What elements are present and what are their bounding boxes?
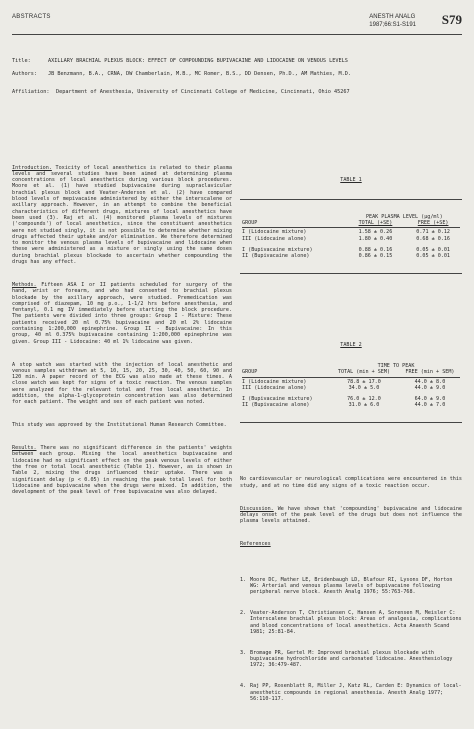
introduction-heading: Introduction. <box>12 164 52 171</box>
table-1-grid <box>240 214 462 260</box>
complications-paragraph: No cardiovascular or neurological complications were encountered in this study, and at no time did any signs of a toxic reaction occur. <box>240 476 466 489</box>
title-label: Title: <box>12 58 31 64</box>
discussion-paragraph <box>240 505 466 525</box>
methods-text: Fifteen ASA I or II patients scheduled for surgery of the hand, wrist or forearm, and who had consented to brachial plexus blockade by the axillary approach, were studied. Premedication was comprised of diazepam, 10 mg p.o., 1-1/2 hrs before anesthesia, and fentanyl, 0.1 mg IV immediately before starting the block procedure. The patients were divided into three groups: Group I - Mixture: These patients received 20 ml 0.75% bupivacaine and 20 ml 2% lidocaine containing 1:200,000 epinephrine. Group II - Bupivacaine: In this group, 40 ml 0.375% bupivacaine containing 1:200,000 epinephrine was given. Group III - Lidocaine: 40 ml 1% lidocaine was given. <box>12 281 236 345</box>
table-1 <box>240 165 462 288</box>
reference-item: 3. Bromage PR, Gertel M: Improved brachial plexus blockade with bupivacaine hydrochloride and carbonated lidocaine. Anesthesiology 1972; 36:479-487. <box>240 649 456 669</box>
affiliation-label: Affiliation: <box>12 89 50 95</box>
journal-citation: 1987;66:S1-S191 <box>369 22 416 28</box>
table-2-super-header: TIME TO PEAK <box>377 362 415 369</box>
table-2 <box>240 329 462 436</box>
journal-header <box>369 13 416 29</box>
table-row: III (Lidocaine alone) 1.80 ± 0.40 0.68 ± 0.16 <box>242 235 450 242</box>
methods-paragraph-2: A stop watch was started with the injection of local anesthetic and venous samples withdrawn at 5, 10, 15, 20, 25, 30, 40, 50, 60, 90 and 120 min. A paper record of the ECG was also made at these times. A close watch was kept for signs of a toxic reaction. The venous samples were analyzed for the relevant total and free local anesthetic. In addition, the alpha-1-glycoprotein concentration was also determined for each patient. The weight and sex of each patient was noted. <box>12 361 236 406</box>
table-row: II (Bupivacaine alone) 0.86 ± 0.15 0.05 ± 0.01 <box>242 253 450 260</box>
affiliation-row <box>12 89 350 96</box>
table-1-col-total: TOTAL (+SE) <box>358 219 393 226</box>
introduction-text: Toxicity of local anesthetics is related to their plasma levels and several studies have been aimed at determining plasma concentrations of local anesthetics during various block procedures. Moore et al. (1) have studied bupivacaine during supraclavicular brachial plexus block and Veater-Anderson et al. (2) have compared blood levels of mepivacaine administered by either the interscalene or axillary approach. However, in an attempt to combine the beneficial characteristics of different drugs, mixtures of local anesthetics have been used (3). Raj et al. (4) monitored plasma levels of mixtures ('compounds') of local anesthetics, since the constituent anesthetics were not studied singly, it is not possible to determine whether mixing drugs affected their uptake and/or elimination. We therefore determined to monitor the venous plasma levels of bupivacaine and lidocaine when these were administered as a mixture or singly using the same doses during brachial plexus blockade to ascertain whether compounding the drugs has any effect. <box>12 164 236 266</box>
title-row <box>12 58 348 65</box>
page-number: S79 <box>441 12 462 27</box>
header-rule <box>12 34 462 35</box>
reference-item: 2. Veater-Anderson T, Christiansen C, Hansen A, Sorensen M, Meisler C: Interscalene brachial plexus block: Areas of analgesia, complications and blood concentrations of local anesthetics. Acta Anaesth Scand 1981; 25:81-84. <box>240 610 465 635</box>
section-header: ABSTRACTS <box>12 14 51 20</box>
table-1-col-group: GROUP <box>242 219 258 226</box>
authors-label: Authors: <box>12 71 37 77</box>
journal-name: ANESTH ANALG <box>369 14 416 20</box>
discussion-heading: Discussion. <box>240 505 274 512</box>
table-row: I (Lidocaine mixture) 78.8 ± 17.0 44.0 ± 8.0 <box>242 378 446 385</box>
table-1-title: TABLE 1 <box>340 177 362 184</box>
left-column <box>12 152 236 512</box>
table-row: III (Lidocaine alone) 34.0 ± 5.0 44.0 ± 9.0 <box>242 384 446 391</box>
methods-paragraph-3: This study was approved by the Institutional Human Research Committee. <box>12 422 227 429</box>
table-2-grid <box>240 363 462 409</box>
table-2-title: TABLE 2 <box>340 342 362 349</box>
references-heading: References <box>240 541 271 548</box>
methods-heading: Methods. <box>12 281 37 288</box>
table-row: I (Bupivacaine mixture) 0.88 ± 0.16 0.05 ± 0.01 <box>242 246 450 253</box>
table-2-col-group: GROUP <box>242 369 258 376</box>
results-text: There was no significant difference in the patients' weights between each group. Mixing the local anesthetics bupivacaine and lidocaine had no significant effect on the peak venous levels of either the free or total local anesthetic (Table 1). However, as is shown in Table 2, mixing the drugs influenced their uptake. There was a significant delay (p < 0.05) in reaching the peak total level for both lidocaine and bupivacaine when the drugs were mixed. In addition, the development of the peak level of free bupivacaine was also delayed. <box>12 445 236 496</box>
results-paragraph <box>12 445 236 496</box>
table-2-col-total: TOTAL (min + SEM) <box>337 369 391 376</box>
table-1-super-header: PEAK PLASMA LEVEL (µg/ml) <box>365 213 443 220</box>
results-heading: Results. <box>12 445 37 452</box>
methods-paragraph <box>12 281 236 345</box>
table-row: II (Bupivacaine alone) 31.0 ± 6.0 44.0 ± 7.0 <box>242 402 446 409</box>
table-row: I (Bupivacaine mixture) 76.0 ± 12.0 64.0 ± 9.0 <box>242 396 446 403</box>
table-row: I (Lidocaine mixture) 1.58 ± 0.26 0.71 ± 0.12 <box>242 229 450 236</box>
table-2-col-free: FREE (min + SEM) <box>405 369 455 376</box>
table-1-col-free: FREE (+SE) <box>417 219 449 226</box>
discussion-text: We have shown that 'compounding' bupivacaine and lidocaine delays onset of the peak level of the drugs but does not influence the plasma levels attained. <box>240 505 466 525</box>
authors-row <box>12 71 351 78</box>
affiliation: Department of Anesthesia, University of Cincinnati College of Medicine, Cincinnati, Ohio 45267 <box>56 89 350 95</box>
reference-item: 1. Moore DC, Mather LE, Bridenbaugh LD, Blafour RI, Lysons DF, Horton WG: Arterial and venous plasma levels of bupivacaine following peripheral nerve block. Anesth Analg 1976; 55:763-768. <box>240 576 456 596</box>
introduction-paragraph <box>12 164 236 266</box>
authors: JB Benzmann, B.A., CRNA, DW Chamberlain, M.B., MC Romer, B.S., DD Densen, Ph.D., AM Mathies, M.D. <box>48 71 351 77</box>
references-list <box>240 564 465 717</box>
article-title: AXILLARY BRACHIAL PLEXUS BLOCK: EFFECT OF COMPOUNDING BUPIVACAINE AND LIDOCAINE ON VENOUS LEVELS <box>48 58 348 64</box>
reference-item: 4. Raj PP, Rosenblatt R, Miller J, Katz RL, Carden E: Dynamics of local-anesthetic compounds in regional anesthesia. Anesth Analg 1977; 56:110-117. <box>240 683 462 702</box>
right-column <box>240 152 466 729</box>
